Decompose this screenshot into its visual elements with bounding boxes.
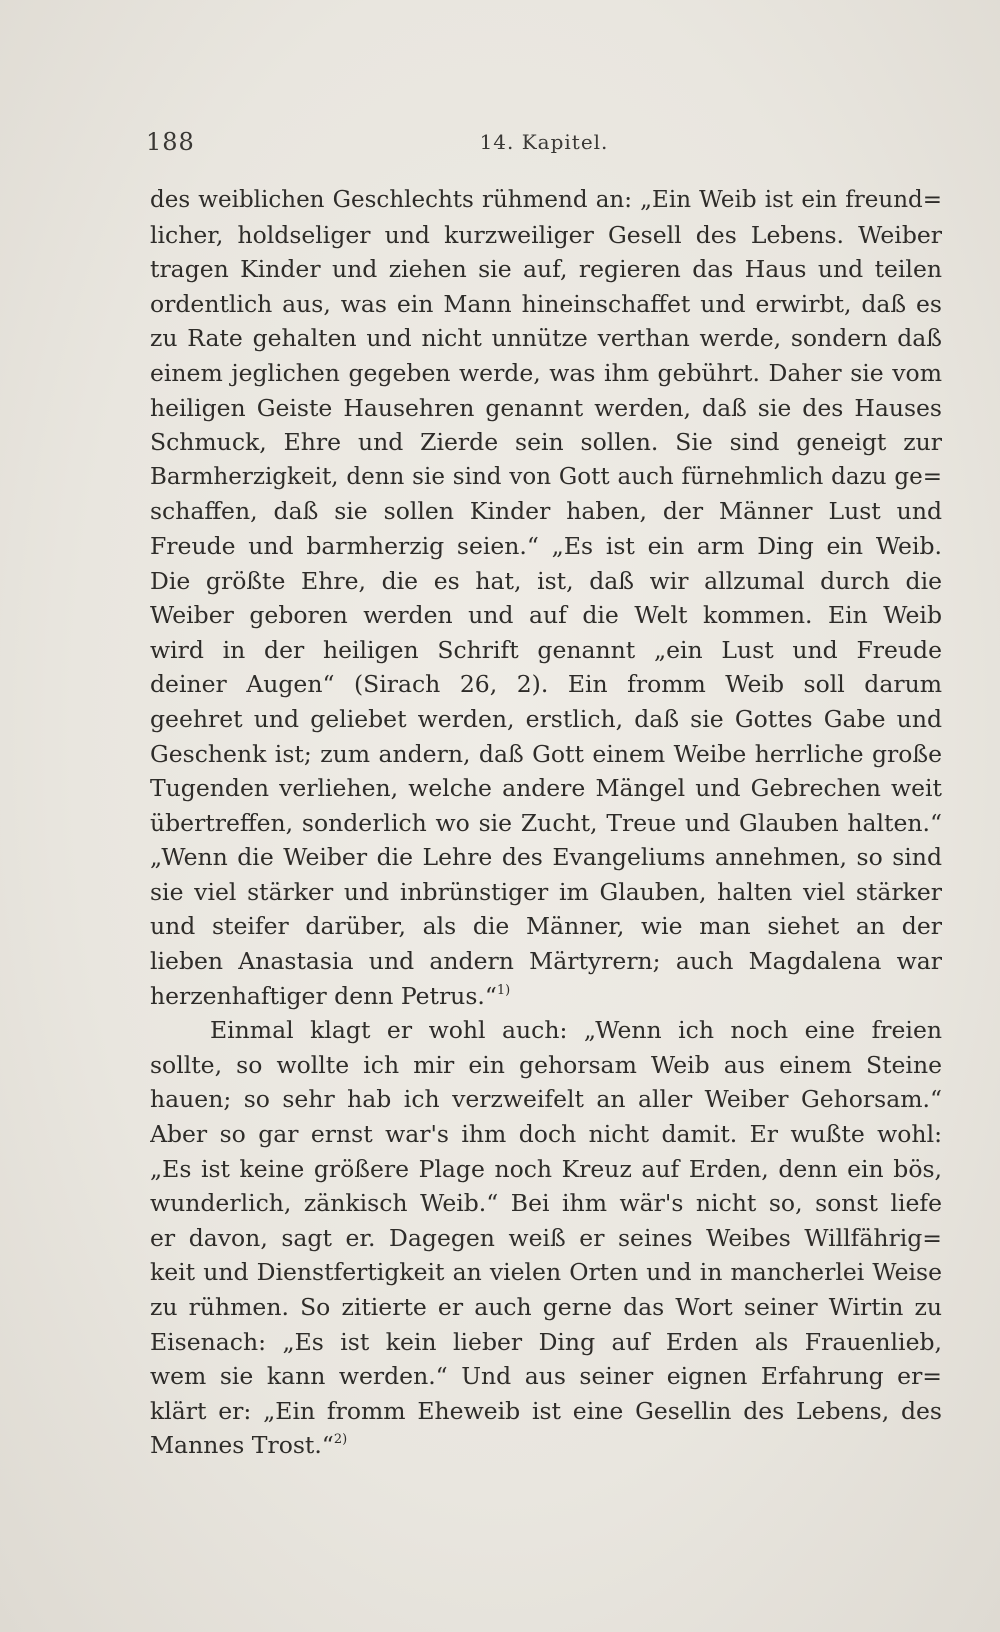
text-line: tragen Kinder und ziehen sie auf, regieren das Haus und teilen [150,255,942,284]
page-header [146,124,942,164]
text-line: einem jeglichen gegeben werde, was ihm gebührt. Daher sie vom [150,358,942,387]
footnote-ref[interactable]: 2) [333,1432,348,1448]
running-head: 14. Kapitel. [479,130,609,154]
text-line: er davon, sagt er. Dagegen weiß er seines Weibes Willfährig= [150,1223,942,1252]
text-line: zu Rate gehalten und nicht unnütze verthan werde, sondern daß [150,324,942,353]
text-line: heiligen Geiste Hausehren genannt werden, daß sie des Hauses [150,393,942,422]
text-line: „Es ist keine größere Plage noch Kreuz auf Erden, denn ein bös, [150,1154,942,1183]
text-line: Schmuck, Ehre und Zierde sein sollen. Sie sind geneigt zur [150,428,942,457]
text-line: ordentlich aus, was ein Mann hineinschaffet und erwirbt, daß es [150,289,942,318]
text-line: Die größte Ehre, die es hat, ist, daß wir allzumal durch die [150,566,942,595]
text-line: wird in der heiligen Schrift genannt „ein Lust und Freude [150,635,942,664]
text-line: hauen; so sehr hab ich verzweifelt an aller Weiber Gehorsam.“ [150,1085,942,1114]
text-line-with-footnote [150,979,942,1014]
text-line: licher, holdseliger und kurzweiliger Gesell des Lebens. Weiber [150,220,942,249]
text-line: schaffen, daß sie sollen Kinder haben, der Männer Lust und [150,497,942,526]
text-line: des weiblichen Geschlechts rühmend an: „Ein Weib ist ein freund= [150,187,942,213]
text-line: und steifer darüber, als die Männer, wie man siehet an der [150,912,942,941]
text-line: wem sie kann werden.“ Und aus seiner eignen Erfahrung er= [150,1362,942,1391]
page-number: 188 [146,128,195,156]
text-segment: herzenhaftiger denn Petrus.“ [150,981,497,1010]
text-line: Geschenk ist; zum andern, daß Gott einem Weibe herrliche große [150,739,942,768]
text-line: Barmherzigkeit, denn sie sind von Gott auch fürnehmlich dazu ge= [150,463,942,490]
text-line: Weiber geboren werden und auf die Welt kommen. Ein Weib [150,601,942,630]
text-line: deiner Augen“ (Sirach 26, 2). Ein fromm Weib soll darum [150,670,942,699]
text-line: Tugenden verliehen, welche andere Mängel und Gebrechen weit [150,774,942,803]
text-line-with-footnote [150,1428,942,1463]
text-line: sollte, so wollte ich mir ein gehorsam Weib aus einem Steine [150,1050,942,1079]
body-text [150,183,942,1463]
text-line: keit und Dienstfertigkeit an vielen Orten und in mancherlei Weise [150,1258,942,1287]
text-line: „Wenn die Weiber die Lehre des Evangeliums annehmen, so sind [150,843,942,872]
text-line: übertreffen, sonderlich wo sie Zucht, Treue und Glauben halten.“ [150,808,942,837]
footnote-ref[interactable]: 1) [496,982,511,998]
text-line: Freude und barmherzig seien.“ „Es ist ein arm Ding ein Weib. [150,531,942,560]
text-line: Eisenach: „Es ist kein lieber Ding auf Erden als Frauenlieb, [150,1327,942,1356]
text-line: sie viel stärker und inbrünstiger im Glauben, halten viel stärker [150,877,942,906]
text-line: klärt er: „Ein fromm Eheweib ist eine Gesellin des Lebens, des [150,1396,942,1425]
text-segment: Mannes Trost.“ [150,1431,334,1460]
text-line: geehret und geliebet werden, erstlich, daß sie Gottes Gabe und [150,704,942,733]
text-line: zu rühmen. So zitierte er auch gerne das Wort seiner Wirtin zu [150,1293,942,1321]
text-line: wunderlich, zänkisch Weib.“ Bei ihm wär's nicht so, sonst liefe [150,1189,942,1218]
text-line: Aber so gar ernst war's ihm doch nicht damit. Er wußte wohl: [150,1120,942,1149]
text-line: lieben Anastasia und andern Märtyrern; auch Magdalena war [150,947,942,976]
paragraph-start-line: Einmal klagt er wohl auch: „Wenn ich noch eine freien [210,1016,942,1045]
